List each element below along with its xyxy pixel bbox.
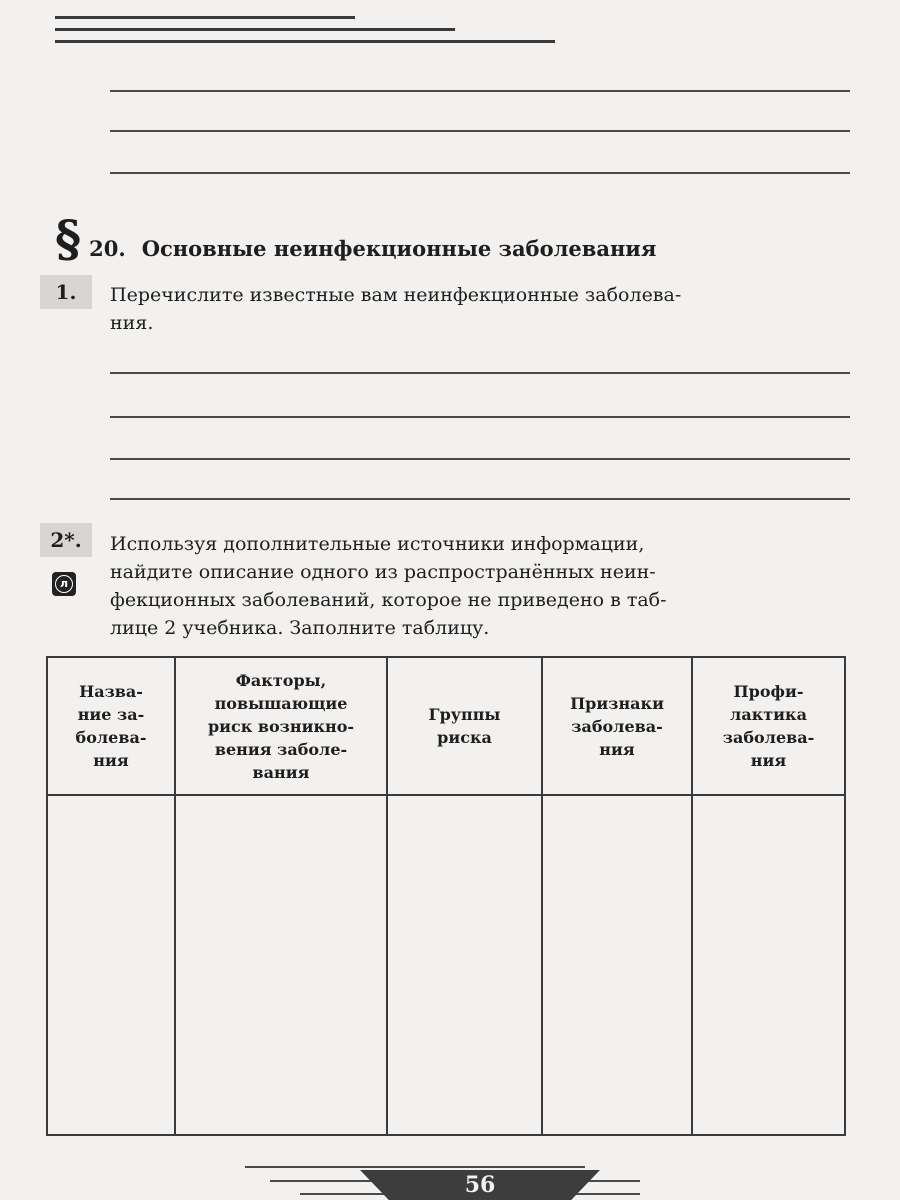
table-row	[47, 795, 845, 1135]
answer-line[interactable]	[110, 416, 850, 418]
task-2-line: найдите описание одного из распространённых неин-	[110, 561, 656, 583]
header-text: Профи- лактика заболева- ния	[722, 682, 815, 770]
table-cell[interactable]	[692, 795, 845, 1135]
task-1-number: 1.	[40, 275, 92, 309]
header-prevention	[692, 657, 845, 795]
library-icon-letter: л	[55, 575, 73, 593]
disease-table	[46, 656, 846, 1136]
library-icon	[52, 572, 76, 596]
task-2-line: Используя дополнительные источники информации,	[110, 533, 645, 555]
top-rule-3	[55, 40, 555, 43]
header-text: Факторы, повышающие риск возникно- вения заболе- вания	[207, 670, 355, 782]
task-2-number: 2*.	[40, 523, 92, 557]
task-2-line: фекционных заболеваний, которое не приведено в таб-	[110, 589, 667, 611]
table-cell[interactable]	[175, 795, 387, 1135]
section-title: Основные неинфекционные заболевания	[141, 236, 657, 261]
footer-rule	[245, 1166, 585, 1168]
header-text: Назва- ние за- болева- ния	[75, 682, 147, 770]
header-text: Группы риска	[428, 705, 501, 747]
header-disease-name	[47, 657, 175, 795]
header-text: Признаки заболева- ния	[570, 693, 664, 759]
task-2-text	[110, 530, 850, 642]
task-1-text	[110, 281, 850, 337]
table-header-row	[47, 657, 845, 795]
section-symbol: §	[55, 209, 82, 268]
answer-line[interactable]	[110, 372, 850, 374]
table-cell[interactable]	[542, 795, 692, 1135]
section-number: 20.	[89, 236, 126, 261]
top-rule-2	[55, 28, 455, 31]
task-2-line: лице 2 учебника. Заполните таблицу.	[110, 617, 490, 639]
task-1-line: Перечислите известные вам неинфекционные заболева-	[110, 284, 682, 306]
top-rule-1	[55, 16, 355, 19]
header-risk-groups	[387, 657, 542, 795]
header-symptoms	[542, 657, 692, 795]
page-number: 56	[464, 1172, 496, 1198]
section-heading	[55, 209, 855, 268]
table-cell[interactable]	[47, 795, 175, 1135]
answer-line[interactable]	[110, 498, 850, 500]
answer-line[interactable]	[110, 172, 850, 174]
answer-line[interactable]	[110, 458, 850, 460]
answer-line[interactable]	[110, 90, 850, 92]
answer-line[interactable]	[110, 130, 850, 132]
task-1-line: ния.	[110, 312, 154, 334]
table-cell[interactable]	[387, 795, 542, 1135]
header-risk-factors	[175, 657, 387, 795]
